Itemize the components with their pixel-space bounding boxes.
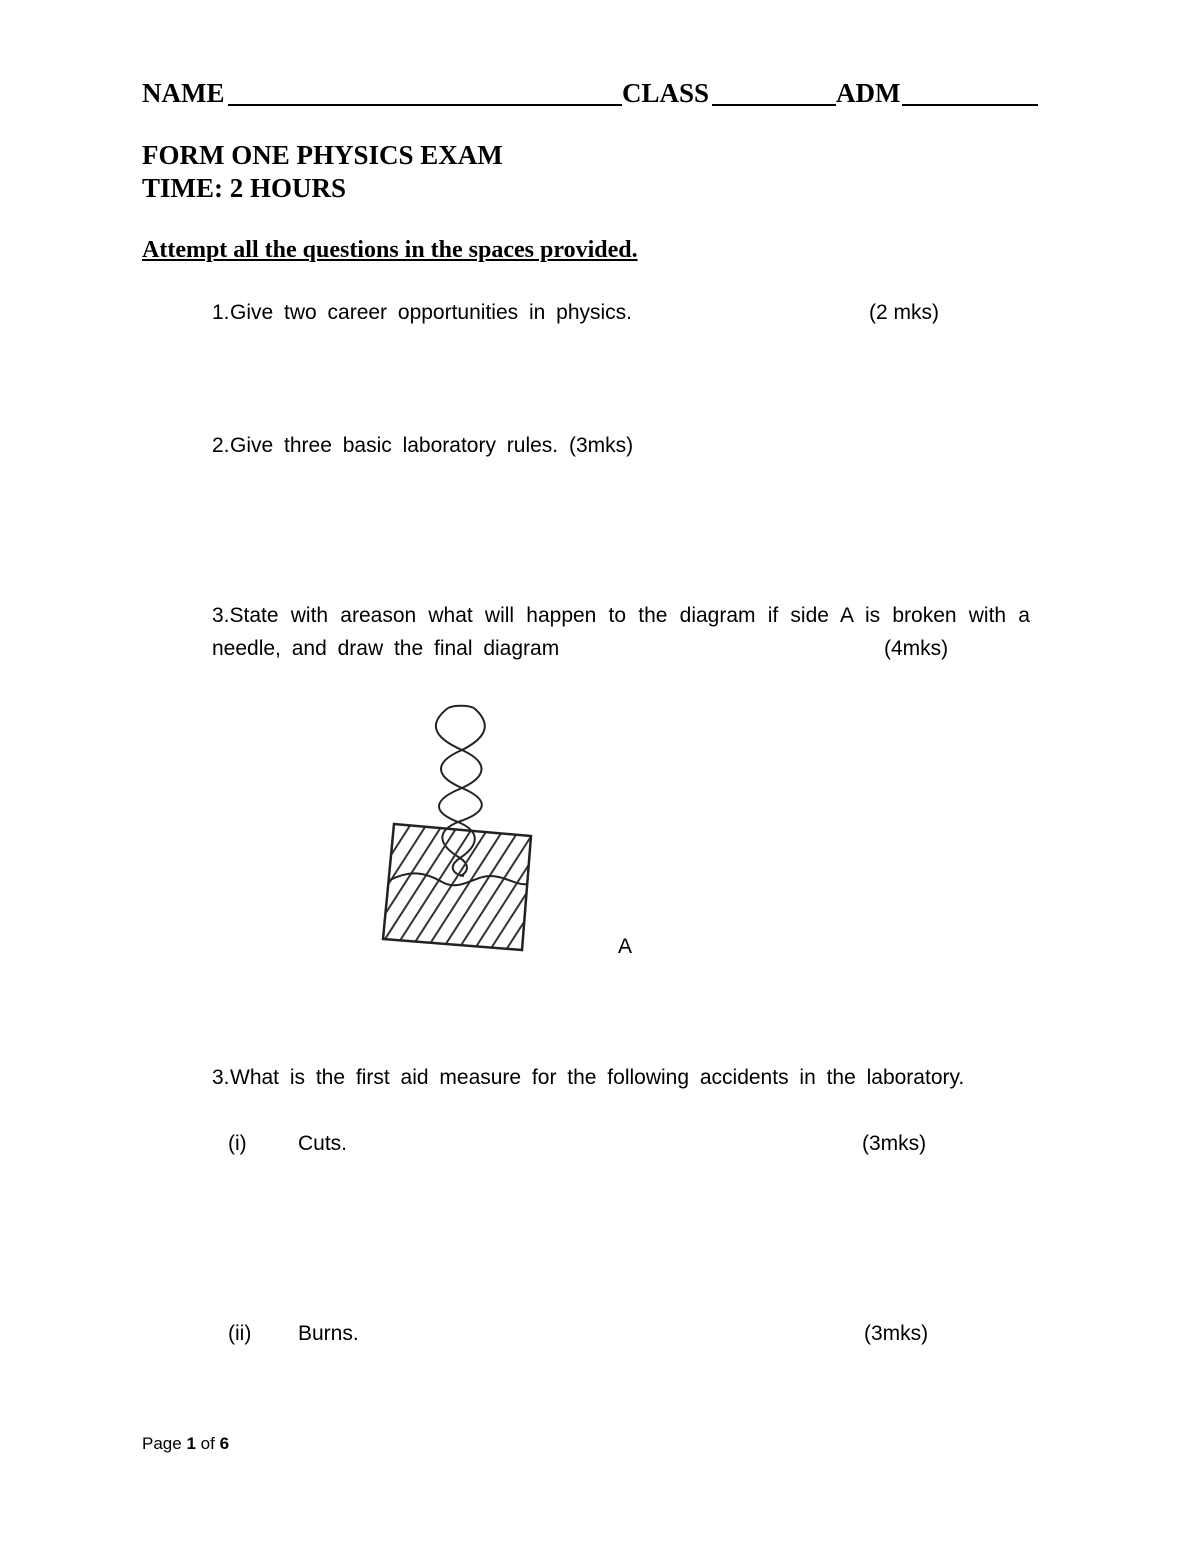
question-text-line-1	[212, 600, 1030, 632]
question-text: Give three basic laboratory rules. (3mks)	[230, 434, 634, 457]
question-text: Give two career opportunities in physics.	[230, 301, 633, 324]
sub-question-marks: (3mks)	[864, 1322, 929, 1345]
of-word: of	[200, 1434, 215, 1453]
side-a-label: A	[618, 935, 633, 958]
class-blank-line[interactable]	[712, 104, 836, 106]
question-marks: (2 mks)	[869, 301, 939, 324]
page-footer	[142, 1432, 229, 1456]
sub-question-text: Burns.	[298, 1322, 359, 1345]
sub-question-marks: (3mks)	[862, 1132, 927, 1155]
instructions: Attempt all the questions in the spaces provided.	[142, 237, 638, 263]
hanging-block-diagram	[370, 700, 550, 960]
sub-question-label: (i)	[228, 1132, 247, 1155]
current-page: 1	[186, 1434, 196, 1453]
adm-label: ADM	[836, 78, 901, 108]
question-number: 3.	[212, 604, 230, 627]
question-number: 2.	[212, 434, 230, 457]
exam-title: FORM ONE PHYSICS EXAM	[142, 140, 503, 170]
question-text: State with areason what will happen to the diagram if side A is broken with a	[229, 604, 1030, 627]
adm-blank-line[interactable]	[902, 104, 1038, 106]
class-label: CLASS	[622, 78, 710, 108]
page-word: Page	[142, 1434, 182, 1453]
question-text: What is the first aid measure for the following accidents in the laboratory.	[230, 1066, 965, 1089]
sub-question-text: Cuts.	[298, 1132, 348, 1155]
exam-time: TIME: 2 HOURS	[142, 173, 347, 203]
name-label: NAME	[142, 78, 225, 108]
twisted-thread	[436, 706, 485, 876]
question-number: 3.	[212, 1066, 230, 1089]
question-marks: (4mks)	[884, 637, 949, 660]
question-text-line-2: needle, and draw the final diagram	[212, 637, 560, 660]
total-pages: 6	[219, 1434, 230, 1453]
question-number: 1.	[212, 301, 230, 324]
name-blank-line[interactable]	[228, 104, 622, 106]
sub-question-label: (ii)	[228, 1322, 252, 1345]
